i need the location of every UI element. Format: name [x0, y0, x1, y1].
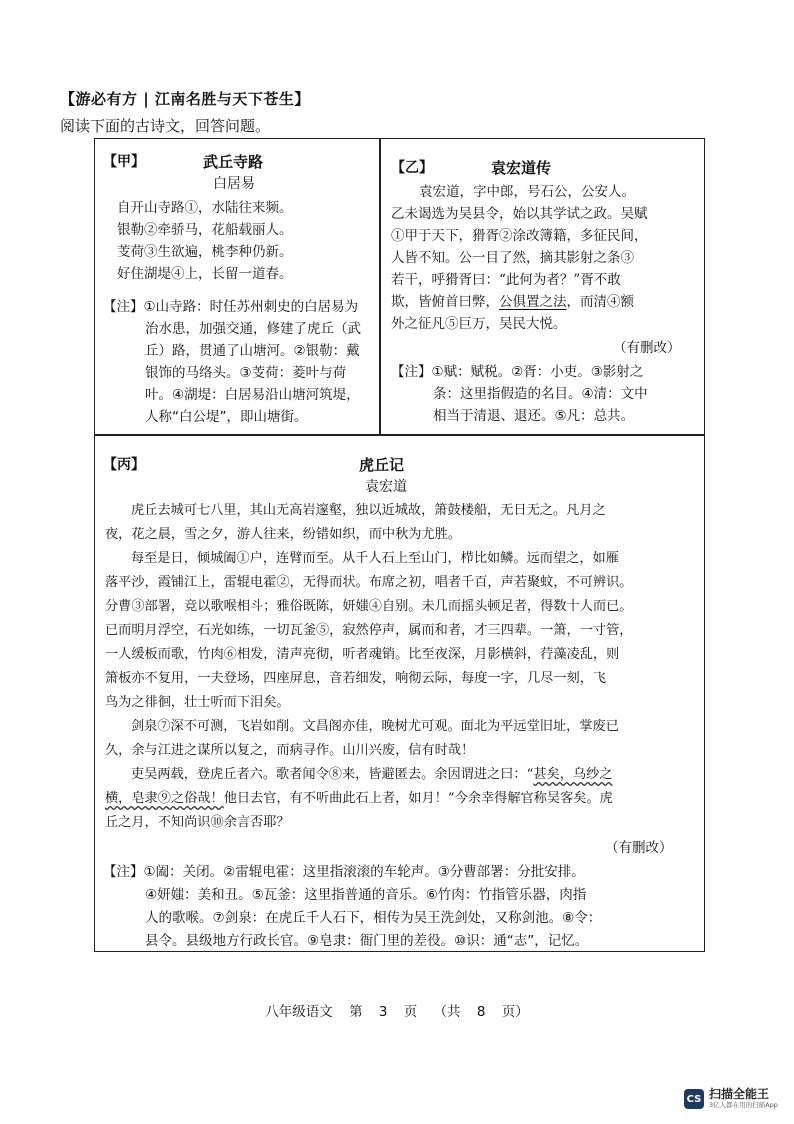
note-line: 叶。④湖堤：白居易沿山塘河筑堤，: [145, 387, 360, 403]
scanner-badge: [684, 1088, 778, 1110]
note-line: 银饰的马络头。③芰荷：菱叶与荷: [145, 365, 347, 381]
passage-bing-box: [94, 435, 705, 952]
text-line: 袁宏道，字中郎，号石公，公安人。: [419, 184, 635, 200]
note-line: 丘）路，贯通了山塘河。②银勒：戴: [145, 343, 360, 359]
text-line: ①甲于天下，猾胥②涂改簿籍，多征民间，: [391, 228, 648, 244]
edit-note: （有删改）: [605, 840, 673, 856]
note-line: 人的歌喉。⑦剑泉：在虎丘千人石下，相传为吴王洗剑处，又称剑池。⑧令：: [145, 910, 602, 926]
passage-bing-author: 袁宏道: [365, 479, 407, 495]
passage-jia-box: [94, 138, 380, 435]
text-line: 乙未谒选为吴县令，始以其学试之政。吴赋: [391, 206, 648, 222]
section-title: 【游必有方 | 江南名胜与天下苍生】: [60, 90, 310, 108]
text-line: 落平沙，霞铺江上，雷辊电霍②，无得而状。布席之初，唱者千百，声若聚蚊，不可辨识。: [105, 575, 633, 590]
text-line: [391, 290, 634, 310]
text-segment: 欺，皆俯首曰弊，: [391, 294, 499, 310]
passage-yi-title: 袁宏道传: [491, 159, 552, 177]
text-line: 久，余与江进之谋所以复之，而病寻作。山川兴废，信有时哉！: [105, 743, 475, 758]
poem-line: 芰荷③生欲遍，桃李种仍新。: [117, 244, 293, 260]
text-line: 箫板亦不复用，一夫登场，四座屏息，音若细发，响彻云际，每度一字，几尽一刻，飞: [105, 671, 607, 686]
footer-subject: 八年级语文: [265, 1004, 333, 1020]
poem-line: 自开山寺路①，水陆往来频。: [117, 200, 293, 216]
text-line: [105, 787, 613, 806]
note-line: ④妍媸：美和丑。⑤瓦釜：这里指普通的音乐。⑥竹肉：竹指管乐器，肉指: [145, 887, 587, 903]
text-line: 剑泉⑦深不可测，飞岩如削。文昌阁亦佳，晚树尤可观。面北为平远堂旧址，掌废已: [131, 719, 619, 734]
passage-jia-tag: 【甲】: [103, 154, 145, 170]
passage-bing-tag: 【丙】: [103, 457, 145, 473]
passage-jia-title: 武丘寺路: [203, 153, 264, 171]
text-line: 虎丘去城可七八里，其山无高岩邃壑，独以近城故，箫鼓楼船，无日无之。凡月之: [131, 503, 606, 518]
text-segment: 吏吴两载，登虎丘者六。歌者闻令⑧来，皆避匿去。余因谓进之曰：“: [131, 767, 534, 782]
text-line: 外之征凡⑤巨万，吴民大悦。: [391, 316, 567, 332]
scanner-app-name: 扫描全能王: [709, 1087, 770, 1101]
text-line: 每至是日，倾城阖①户，连臂而至。从千人石上至山门，栉比如鳞。远而望之，如雁: [131, 551, 619, 566]
instruction: 阅读下面的古诗文，回答问题。: [60, 117, 271, 135]
text-segment: ，而清④额: [566, 294, 634, 310]
text-line: 鸟为之徘徊，壮士听而下泪矣。: [105, 695, 290, 710]
passage-bing-title: 虎丘记: [359, 456, 405, 474]
note-line: 相当于清退、退还。⑤凡：总共。: [433, 408, 635, 424]
note-line: 条：这里指假造的名目。④清：文中: [433, 386, 648, 402]
note-line: 【注】①赋：赋税。②胥：小吏。③影射之: [391, 364, 644, 380]
note-line: 县令。县级地方行政长官。⑨皂隶：衙门里的差役。⑩识：通“志”，记忆。: [145, 933, 589, 949]
poem-line: 银勒②牵骄马，花船载丽人。: [117, 222, 293, 238]
page-footer: [0, 1000, 794, 1020]
note-line: 人称“白公堤”，即山塘街。: [145, 409, 308, 425]
edit-note: （有删改）: [613, 340, 681, 356]
cs-logo-icon: CS: [684, 1089, 704, 1109]
poem-line: 好住湖堤④上，长留一道春。: [117, 266, 293, 282]
text-line: 丘之月，不知尚识⑩余言否耶？: [105, 815, 290, 830]
wavy-underlined-phrase: 横，皂隶⑨之俗哉！: [105, 791, 224, 806]
passage-jia-author: 白居易: [213, 176, 255, 192]
text-line: 已而明月浮空，石光如练，一切瓦釜⑤，寂然停声，属而和者，才三四辈。一箫，一寸管，: [105, 623, 633, 638]
note-line: 【注】①阖：关闭。②雷辊电霍：这里指滚滚的车轮声。③分曹部署：分批安排。: [103, 864, 585, 880]
note-line: 治水患，加强交通，修建了虎丘（武: [145, 321, 361, 337]
underlined-phrase: 公俱置之法: [499, 294, 567, 310]
footer-page-number: 第 3 页: [349, 1004, 418, 1020]
text-line: 一人缓板而歌，竹肉⑥相发，清声亮彻，听者魂销。比至夜深，月影横斜，荇藻凌乱，则: [105, 647, 620, 662]
text-segment: 他日去官，有不听曲此石上者，如月！”今余幸得解官称吴客矣。虎: [223, 791, 613, 806]
wavy-underlined-phrase: 甚矣，乌纱之: [533, 767, 613, 782]
text-line: 若干，呼猾胥曰：“此何为者？”胥不敢: [391, 272, 621, 288]
passage-yi-box: [380, 138, 705, 435]
note-line: 【注】①山寺路：时任苏州刺史的白居易为: [103, 299, 359, 315]
passage-yi-tag: 【乙】: [391, 160, 433, 176]
footer-total-pages: （共 8 页）: [433, 1004, 529, 1020]
text-line: [131, 763, 613, 782]
scanner-app-subtitle: 3亿人都在用的扫描App: [709, 1101, 778, 1109]
text-line: 夜，花之晨，雪之夕，游人往来，纷错如织，而中秋为尤胜。: [105, 527, 462, 542]
text-line: 分曹③部署，竞以歌喉相斗；雅俗既陈，妍媸④自别。未几而摇头顿足者，得数十人而已。: [105, 599, 633, 614]
text-line: 人皆不知。公一目了然，摘其影射之条③: [391, 250, 634, 266]
